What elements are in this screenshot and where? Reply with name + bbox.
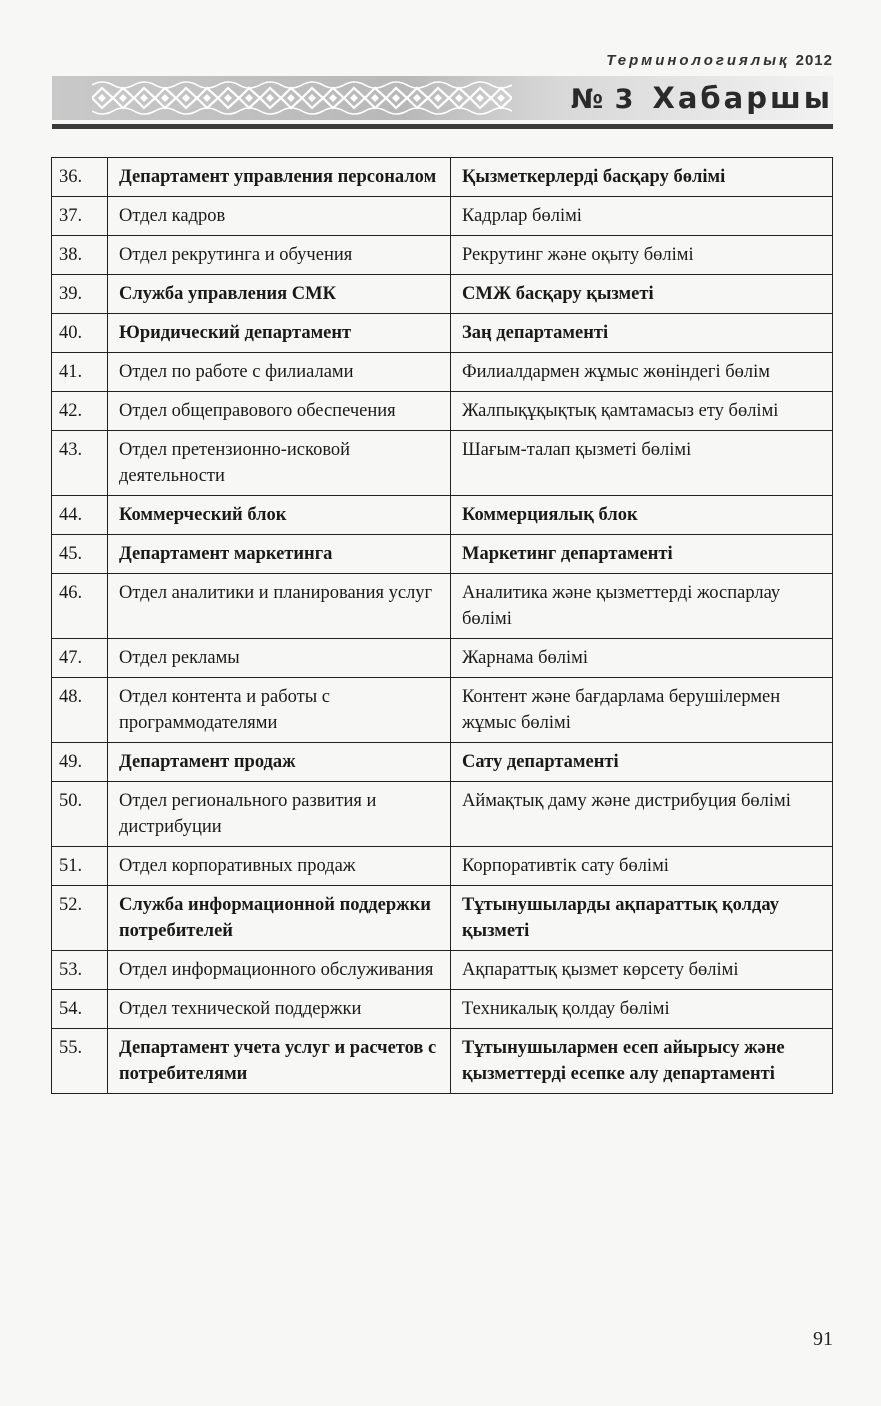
table-row	[52, 639, 833, 678]
banner-title	[571, 76, 833, 120]
table-row	[52, 158, 833, 197]
table-row	[52, 197, 833, 236]
table-row	[52, 678, 833, 743]
ornament-icon	[92, 79, 512, 117]
kazakh-term: Тұтынушылармен есеп айырысу және қызметтерді есепке алу департаменті	[451, 1029, 833, 1094]
row-number: 55.	[52, 1029, 108, 1094]
kazakh-term: Контент және бағдарлама берушілермен жұмыс бөлімі	[451, 678, 833, 743]
row-number: 49.	[52, 743, 108, 782]
kazakh-term: Тұтынушыларды ақпараттық қолдау қызметі	[451, 886, 833, 951]
row-number: 51.	[52, 847, 108, 886]
row-number: 48.	[52, 678, 108, 743]
kazakh-term: Қызметкерлерді басқару бөлімі	[451, 158, 833, 197]
issue-year: 2012	[795, 52, 833, 69]
kazakh-term: Коммерциялық блок	[451, 496, 833, 535]
table-row	[52, 951, 833, 990]
russian-term: Отдел по работе с филиалами	[108, 353, 451, 392]
russian-term: Отдел рекрутинга и обучения	[108, 236, 451, 275]
russian-term: Отдел информационного обслуживания	[108, 951, 451, 990]
header-banner	[52, 76, 833, 120]
table-row	[52, 314, 833, 353]
issue-number: № 3	[570, 84, 635, 115]
russian-term: Отдел аналитики и планирования услуг	[108, 574, 451, 639]
russian-term: Департамент учета услуг и расчетов с потребителями	[108, 1029, 451, 1094]
row-number: 50.	[52, 782, 108, 847]
table-row	[52, 574, 833, 639]
row-number: 36.	[52, 158, 108, 197]
row-number: 52.	[52, 886, 108, 951]
row-number: 41.	[52, 353, 108, 392]
russian-term: Отдел корпоративных продаж	[108, 847, 451, 886]
table-row	[52, 743, 833, 782]
table-row	[52, 275, 833, 314]
page-header	[0, 0, 881, 140]
row-number: 46.	[52, 574, 108, 639]
russian-term: Отдел общеправового обеспечения	[108, 392, 451, 431]
header-rule	[52, 124, 833, 129]
kazakh-term: Рекрутинг және оқыту бөлімі	[451, 236, 833, 275]
terms-table	[51, 157, 833, 1094]
russian-term: Отдел претензионно-исковой деятельности	[108, 431, 451, 496]
series-title: Терминологиялық	[606, 52, 790, 69]
row-number: 53.	[52, 951, 108, 990]
row-number: 44.	[52, 496, 108, 535]
table-row	[52, 847, 833, 886]
kazakh-term: Сату департаменті	[451, 743, 833, 782]
row-number: 42.	[52, 392, 108, 431]
russian-term: Служба управления СМК	[108, 275, 451, 314]
row-number: 37.	[52, 197, 108, 236]
russian-term: Отдел рекламы	[108, 639, 451, 678]
row-number: 39.	[52, 275, 108, 314]
table-row	[52, 535, 833, 574]
table-row	[52, 782, 833, 847]
russian-term: Департамент маркетинга	[108, 535, 451, 574]
table-row	[52, 431, 833, 496]
kazakh-term: Жарнама бөлімі	[451, 639, 833, 678]
russian-term: Служба информационной поддержки потребителей	[108, 886, 451, 951]
kazakh-term: СМЖ басқару қызметі	[451, 275, 833, 314]
russian-term: Отдел контента и работы с программодателями	[108, 678, 451, 743]
row-number: 43.	[52, 431, 108, 496]
row-number: 40.	[52, 314, 108, 353]
kazakh-term: Жалпықұқықтық қамтамасыз ету бөлімі	[451, 392, 833, 431]
table-row	[52, 1029, 833, 1094]
row-number: 45.	[52, 535, 108, 574]
row-number: 47.	[52, 639, 108, 678]
kazakh-term: Кадрлар бөлімі	[451, 197, 833, 236]
terms-table-body	[52, 158, 833, 1094]
table-row	[52, 496, 833, 535]
kazakh-term: Маркетинг департаменті	[451, 535, 833, 574]
table-row	[52, 392, 833, 431]
table-row	[52, 236, 833, 275]
journal-series	[606, 52, 833, 69]
page-number: 91	[813, 1328, 833, 1350]
russian-term: Отдел технической поддержки	[108, 990, 451, 1029]
row-number: 54.	[52, 990, 108, 1029]
russian-term: Отдел регионального развития и дистрибуции	[108, 782, 451, 847]
kazakh-term: Заң департаменті	[451, 314, 833, 353]
table-row	[52, 990, 833, 1029]
russian-term: Отдел кадров	[108, 197, 451, 236]
kazakh-term: Филиалдармен жұмыс жөніндегі бөлім	[451, 353, 833, 392]
russian-term: Департамент управления персоналом	[108, 158, 451, 197]
kazakh-term: Аналитика және қызметтерді жоспарлау бөлімі	[451, 574, 833, 639]
kazakh-term: Корпоративтік сату бөлімі	[451, 847, 833, 886]
journal-title: Хабаршы	[652, 81, 833, 115]
russian-term: Юридический департамент	[108, 314, 451, 353]
table-row	[52, 353, 833, 392]
kazakh-term: Техникалық қолдау бөлімі	[451, 990, 833, 1029]
kazakh-term: Аймақтық даму және дистрибуция бөлімі	[451, 782, 833, 847]
russian-term: Коммерческий блок	[108, 496, 451, 535]
kazakh-term: Шағым-талап қызметі бөлімі	[451, 431, 833, 496]
kazakh-term: Ақпараттық қызмет көрсету бөлімі	[451, 951, 833, 990]
russian-term: Департамент продаж	[108, 743, 451, 782]
row-number: 38.	[52, 236, 108, 275]
table-row	[52, 886, 833, 951]
